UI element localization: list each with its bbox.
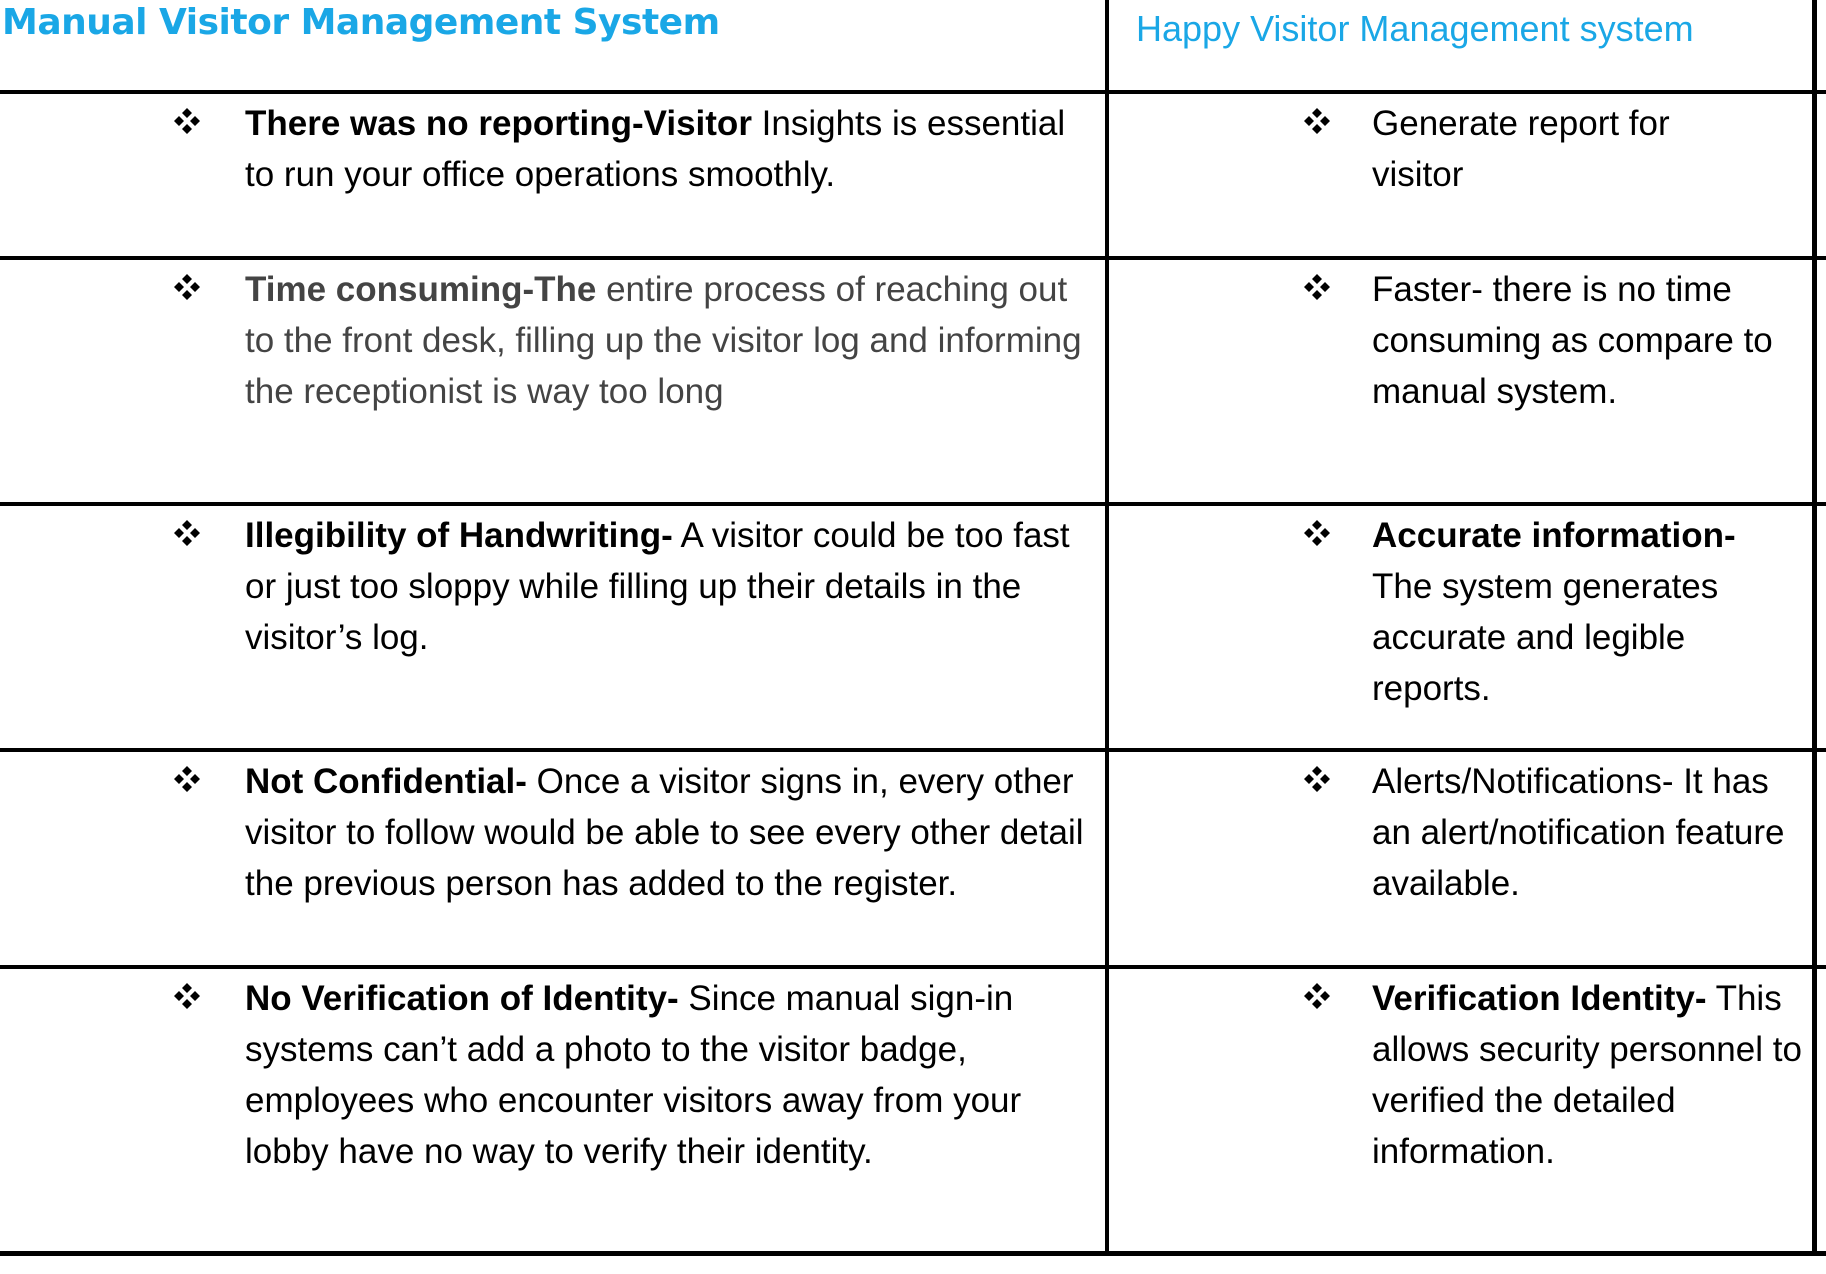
- happy-point-4: Alerts/Notifications- It has an alert/notification feature available.: [1372, 762, 1785, 903]
- happy-point-3: Accurate information- The system generates accurate and legible reports.: [1372, 516, 1736, 708]
- manual-point-3: Illegibility of Handwriting- A visitor could be too fast or just too sloppy while filling up their details in the visitor’s log.: [245, 516, 1070, 657]
- manual-point-5: No Verification of Identity- Since manual sign-in systems can’t add a photo to the visitor badge, employees who encounter visitors away from your lobby have no way to verify their identity.: [245, 979, 1022, 1171]
- happy-point-1: Generate report for visitor: [1372, 104, 1670, 194]
- table-rule-row-3: [0, 748, 1826, 752]
- manual-point-1: There was no reporting-Visitor Insights is essential to run your office operations smoothly.: [245, 104, 1066, 194]
- four-diamond-bullet-icon: [172, 981, 202, 1011]
- table-rule-row-4: [0, 965, 1826, 969]
- table-right-border: [1812, 0, 1817, 1256]
- four-diamond-bullet-icon: [172, 106, 202, 136]
- table-rule-row-2: [0, 502, 1826, 506]
- four-diamond-bullet-icon: [1302, 764, 1332, 794]
- happy-system-heading: Happy Visitor Management system: [1136, 8, 1694, 49]
- four-diamond-bullet-icon: [172, 272, 202, 302]
- table-rule-bottom: [0, 1251, 1826, 1256]
- four-diamond-bullet-icon: [172, 764, 202, 794]
- four-diamond-bullet-icon: [172, 518, 202, 548]
- manual-point-4: Not Confidential- Once a visitor signs in, every other visitor to follow would be able to see every other detail the previous person has added to the register.: [245, 762, 1084, 903]
- table-rule-header: [0, 90, 1826, 94]
- manual-system-heading: Manual Visitor Management System: [2, 2, 720, 43]
- happy-point-2: Faster- there is no time consuming as compare to manual system.: [1372, 270, 1773, 411]
- column-divider: [1105, 0, 1109, 1256]
- table-rule-row-1: [0, 256, 1826, 260]
- manual-point-2: Time consuming-The entire process of reaching out to the front desk, filling up the visitor log and informing the receptionist is way too long: [245, 270, 1082, 411]
- four-diamond-bullet-icon: [1302, 272, 1332, 302]
- four-diamond-bullet-icon: [1302, 518, 1332, 548]
- four-diamond-bullet-icon: [1302, 981, 1332, 1011]
- four-diamond-bullet-icon: [1302, 106, 1332, 136]
- happy-point-5: Verification Identity- This allows security personnel to verified the detailed information.: [1372, 979, 1802, 1171]
